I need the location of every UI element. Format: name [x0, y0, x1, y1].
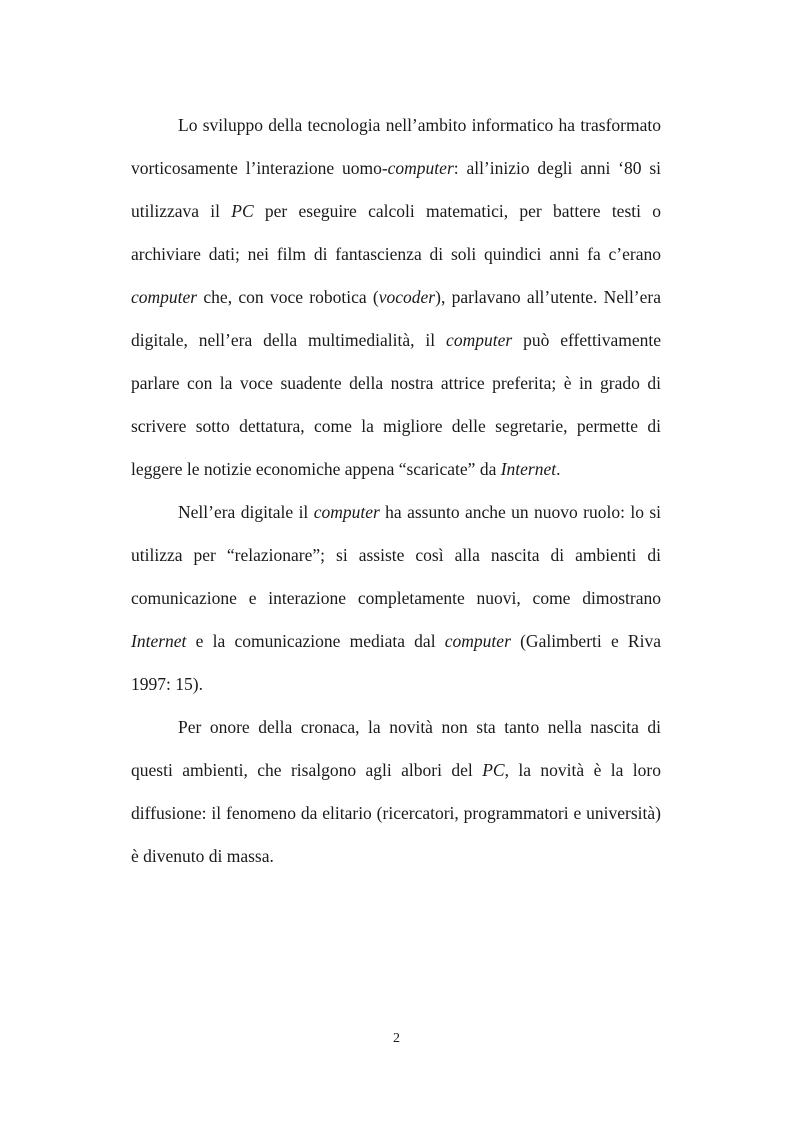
text-run: Lo sviluppo della tecnologia nell’ambito informatico ha trasformato vorticosamente l’interazione uomo-: [131, 115, 661, 178]
paragraph-3: [131, 706, 661, 878]
text-run: può effettivamente parlare con la voce suadente della nostra attrice preferita; è in grado di scrivere sotto dettatura, come la migliore delle segretarie, permette di leggere le notizie economiche appena “scaricate” da: [131, 330, 661, 479]
text-run: : all’inizio degli anni ‘80 si utilizzava il: [131, 158, 661, 221]
italic-run: computer: [131, 287, 198, 307]
italic-run: Internet: [500, 459, 557, 479]
text-run: (Galimberti e Riva 1997: 15).: [131, 631, 661, 694]
text-run: Per onore della cronaca, la novità non sta tanto nella nascita di questi ambienti, che risalgono agli albori del: [131, 717, 661, 780]
italic-run: PC: [482, 760, 505, 780]
italic-run: computer: [387, 158, 454, 178]
italic-run: computer: [313, 502, 380, 522]
text-run: .: [556, 459, 561, 479]
italic-run: vocoder: [378, 287, 436, 307]
text-run: ), parlavano all’utente. Nell’era digitale, nell’era della multimedialità, il: [131, 287, 661, 350]
italic-run: Internet: [131, 631, 187, 651]
text-run: che, con voce robotica (: [197, 287, 379, 307]
text-run: Nell’era digitale il: [178, 502, 314, 522]
text-run: ha assunto anche un nuovo ruolo: lo si utilizza per “relazionare”; si assiste così alla nascita di ambienti di comunicazione e interazione completamente nuovi, come dimostrano: [131, 502, 662, 608]
text-run: per eseguire calcoli matematici, per battere testi o archiviare dati; nei film di fantascienza di soli quindici anni fa c’erano: [131, 201, 661, 264]
italic-run: computer: [446, 330, 513, 350]
text-run: e la comunicazione mediata dal: [186, 631, 445, 651]
text-run: , la novità è la loro diffusione: il fenomeno da elitario (ricercatori, programmatori e università) è divenuto di massa.: [131, 760, 662, 866]
body-text: [131, 104, 661, 878]
italic-run: PC: [231, 201, 254, 221]
paragraph-2: [131, 491, 661, 706]
italic-run: computer: [444, 631, 511, 651]
paragraph-1: [131, 104, 661, 491]
page-number: 2: [393, 1031, 400, 1046]
